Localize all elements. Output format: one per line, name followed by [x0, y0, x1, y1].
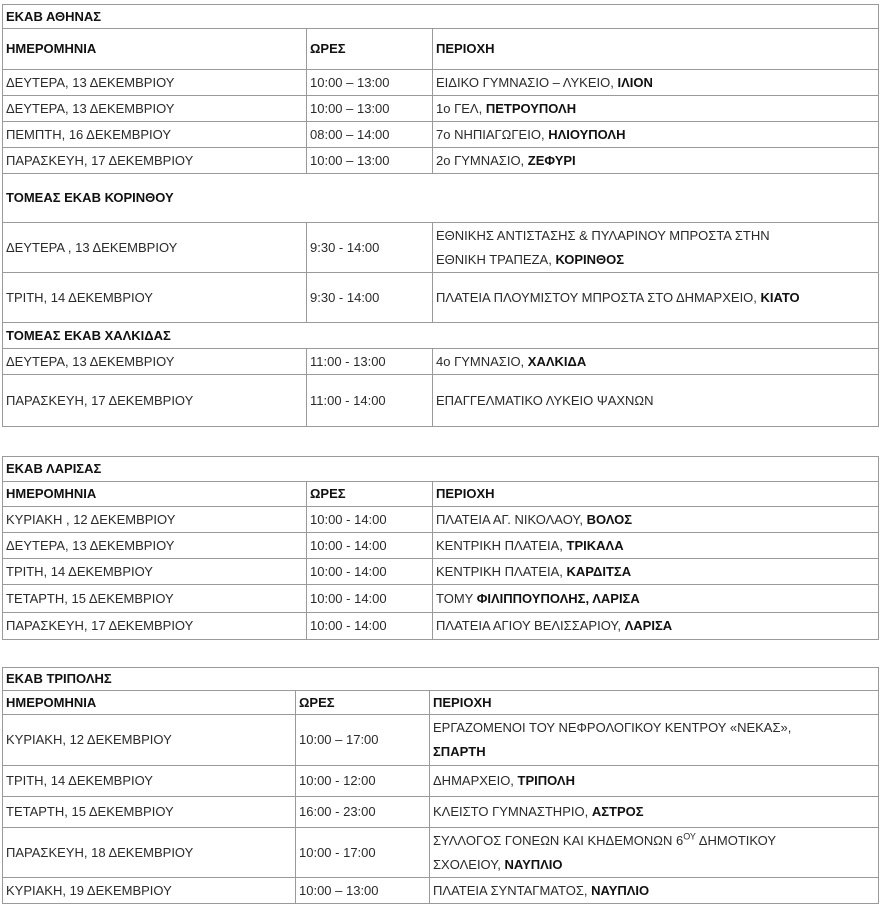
- table-row: [3, 613, 879, 640]
- table-row: [3, 507, 879, 533]
- header-date: ΗΜΕΡΟΜΗΝΙΑ: [3, 691, 296, 715]
- section-row: [3, 174, 879, 223]
- area-text: ΠΛΑΤΕΙΑ ΣΥΝΤΑΓΜΑΤΟΣ,: [433, 882, 592, 898]
- table-row: [3, 349, 879, 375]
- area-text: ΚΕΝΤΡΙΚΗ ΠΛΑΤΕΙΑ,: [436, 563, 567, 579]
- table-row: [3, 148, 879, 174]
- area-city: ΚΙΑΤΟ: [760, 289, 800, 305]
- date-cell: ΔΕΥΤΕΡΑ, 13 ΔΕΚΕΜΒΡΙΟΥ: [3, 349, 307, 375]
- table-row: [3, 715, 879, 766]
- area-city: ΝΑΥΠΛΙΟ: [504, 856, 563, 872]
- area-city: ΖΕΦΥΡΙ: [527, 152, 576, 168]
- area-text: 1ο ΓΕΛ,: [436, 100, 486, 116]
- hours-cell: 10:00 - 17:00: [296, 828, 430, 878]
- area-cell: [433, 507, 879, 533]
- area-cell: [430, 828, 879, 878]
- date-cell: ΠΕΜΠΤΗ, 16 ΔΕΚΕΜΒΡΙΟΥ: [3, 122, 307, 148]
- header-hours: ΩΡΕΣ: [296, 691, 430, 715]
- area-text: ΕΘΝΙΚΗ ΤΡΑΠΕΖΑ,: [436, 251, 556, 267]
- table-row: [3, 585, 879, 613]
- area-text: ΕΙΔΙΚΟ ΓΥΜΝΑΣΙΟ – ΛΥΚΕΙΟ,: [436, 74, 618, 90]
- header-hours: ΩΡΕΣ: [307, 29, 433, 70]
- table-row: [3, 559, 879, 585]
- area-city: ΝΑΥΠΛΙΟ: [591, 882, 650, 898]
- area-cell: [433, 613, 879, 640]
- area-city: ΦΙΛΙΠΠΟΥΠΟΛΗΣ, ΛΑΡΙΣΑ: [476, 590, 640, 606]
- area-text: ΔΗΜΟΤΙΚΟΥ: [695, 832, 777, 848]
- area-text: ΕΡΓΑΖΟΜΕΝΟΙ ΤΟΥ ΝΕΦΡΟΛΟΓΙΚΟΥ ΚΕΝΤΡΟΥ «ΝΕΚΑΣ»,: [433, 720, 792, 735]
- area-cell: [433, 273, 879, 323]
- hours-cell: 10:00 – 13:00: [307, 96, 433, 122]
- date-cell: ΠΑΡΑΣΚΕΥΗ, 17 ΔΕΚΕΜΒΡΙΟΥ: [3, 375, 307, 427]
- hours-cell: 10:00 – 13:00: [296, 878, 430, 904]
- area-cell: [430, 715, 879, 766]
- area-text: ΣΥΛΛΟΓΟΣ ΓΟΝΕΩΝ ΚΑΙ ΚΗΔΕΜΟΝΩΝ 6: [433, 832, 684, 848]
- area-cell: [433, 70, 879, 96]
- date-cell: ΔΕΥΤΕΡΑ , 13 ΔΕΚΕΜΒΡΙΟΥ: [3, 223, 307, 273]
- area-text: ΤΟΜΥ: [436, 590, 477, 606]
- header-area: ΠΕΡΙΟΧΗ: [433, 482, 879, 507]
- table-title-row: [3, 668, 879, 691]
- section-row: [3, 323, 879, 349]
- header-date: ΗΜΕΡΟΜΗΝΙΑ: [3, 482, 307, 507]
- area-cell: [433, 349, 879, 375]
- hours-cell: 16:00 - 23:00: [296, 797, 430, 828]
- area-city: ΛΑΡΙΣΑ: [624, 618, 673, 633]
- table-row: [3, 878, 879, 904]
- hours-cell: 10:00 - 14:00: [307, 559, 433, 585]
- hours-cell: 10:00 - 14:00: [307, 533, 433, 559]
- area-city: ΚΟΡΙΝΘΟΣ: [555, 251, 625, 267]
- date-cell: ΤΕΤΑΡΤΗ, 15 ΔΕΚΕΜΒΡΙΟΥ: [3, 585, 307, 613]
- area-cell: [430, 766, 879, 797]
- hours-cell: 10:00 - 14:00: [307, 585, 433, 613]
- date-cell: ΤΕΤΑΡΤΗ, 15 ΔΕΚΕΜΒΡΙΟΥ: [3, 797, 296, 828]
- table-title-row: [3, 5, 879, 29]
- area-city: ΤΡΙΠΟΛΗ: [517, 773, 575, 788]
- area-text: ΣΧΟΛΕΙΟΥ,: [433, 856, 505, 872]
- table-title: ΕΚΑΒ ΛΑΡΙΣΑΣ: [3, 457, 879, 482]
- table-row: [3, 70, 879, 96]
- hours-cell: 9:30 - 14:00: [307, 273, 433, 323]
- table-title-row: [3, 457, 879, 482]
- area-city: ΗΛΙΟΥΠΟΛΗ: [548, 126, 626, 142]
- table-row: [3, 797, 879, 828]
- area-city: ΒΟΛΟΣ: [586, 511, 633, 527]
- area-city: ΣΠΑΡΤΗ: [433, 744, 486, 759]
- date-cell: ΚΥΡΙΑΚΗ, 19 ΔΕΚΕΜΒΡΙΟΥ: [3, 878, 296, 904]
- section-title-chalkida: ΤΟΜΕΑΣ ΕΚΑΒ ΧΑΛΚΙΔΑΣ: [3, 323, 879, 349]
- area-cell: [433, 122, 879, 148]
- table-row: [3, 273, 879, 323]
- header-area: ΠΕΡΙΟΧΗ: [430, 691, 879, 715]
- area-cell: [430, 878, 879, 904]
- larisa-table: [2, 456, 879, 640]
- hours-cell: 10:00 - 12:00: [296, 766, 430, 797]
- hours-cell: 10:00 - 14:00: [307, 507, 433, 533]
- area-cell: [433, 559, 879, 585]
- area-text: 7ο ΝΗΠΙΑΓΩΓΕΙΟ,: [436, 126, 549, 142]
- date-cell: ΠΑΡΑΣΚΕΥΗ, 18 ΔΕΚΕΜΒΡΙΟΥ: [3, 828, 296, 878]
- date-cell: ΤΡΙΤΗ, 14 ΔΕΚΕΜΒΡΙΟΥ: [3, 559, 307, 585]
- table-row: [3, 375, 879, 427]
- date-cell: ΤΡΙΤΗ, 14 ΔΕΚΕΜΒΡΙΟΥ: [3, 766, 296, 797]
- date-cell: ΔΕΥΤΕΡΑ, 13 ΔΕΚΕΜΒΡΙΟΥ: [3, 96, 307, 122]
- ordinal-superscript: ΟΥ: [683, 831, 696, 842]
- hours-cell: 11:00 - 13:00: [307, 349, 433, 375]
- hours-cell: 10:00 – 17:00: [296, 715, 430, 766]
- header-row: [3, 482, 879, 507]
- date-cell: ΚΥΡΙΑΚΗ, 12 ΔΕΚΕΜΒΡΙΟΥ: [3, 715, 296, 766]
- date-cell: ΠΑΡΑΣΚΕΥΗ, 17 ΔΕΚΕΜΒΡΙΟΥ: [3, 613, 307, 640]
- area-text: 2ο ΓΥΜΝΑΣΙΟ,: [436, 152, 528, 168]
- area-city: ΠΕΤΡΟΥΠΟΛΗ: [485, 100, 577, 116]
- area-cell: [433, 148, 879, 174]
- header-date: ΗΜΕΡΟΜΗΝΙΑ: [3, 29, 307, 70]
- area-text: 4ο ΓΥΜΝΑΣΙΟ,: [436, 353, 528, 369]
- table-row: [3, 766, 879, 797]
- section-title-korinthos: ΤΟΜΕΑΣ ΕΚΑΒ ΚΟΡΙΝΘΟΥ: [3, 174, 879, 223]
- area-cell: [433, 223, 879, 273]
- area-cell: [430, 797, 879, 828]
- table-row: [3, 223, 879, 273]
- table-row: [3, 96, 879, 122]
- table-title: ΕΚΑΒ ΑΘΗΝΑΣ: [3, 5, 879, 29]
- hours-cell: 08:00 – 14:00: [307, 122, 433, 148]
- table-row: [3, 122, 879, 148]
- area-city: ΤΡΙΚΑΛΑ: [566, 537, 624, 553]
- area-text: ΔΗΜΑΡΧΕΙΟ,: [433, 773, 518, 788]
- area-text: ΠΛΑΤΕΙΑ ΠΛΟΥΜΙΣΤΟΥ ΜΠΡΟΣΤΑ ΣΤΟ ΔΗΜΑΡΧΕΙΟ,: [436, 289, 761, 305]
- hours-cell: 9:30 - 14:00: [307, 223, 433, 273]
- area-text: ΚΛΕΙΣΤΟ ΓΥΜΝΑΣΤΗΡΙΟ,: [433, 804, 592, 819]
- header-area: ΠΕΡΙΟΧΗ: [433, 29, 879, 70]
- area-city: ΑΣΤΡΟΣ: [591, 804, 644, 819]
- area-text: ΠΛΑΤΕΙΑ ΑΓΙΟΥ ΒΕΛΙΣΣΑΡΙΟΥ,: [436, 618, 625, 633]
- hours-cell: 10:00 – 13:00: [307, 148, 433, 174]
- area-cell: [433, 96, 879, 122]
- area-cell: [433, 533, 879, 559]
- table-row: [3, 828, 879, 878]
- hours-cell: 11:00 - 14:00: [307, 375, 433, 427]
- date-cell: ΔΕΥΤΕΡΑ, 13 ΔΕΚΕΜΒΡΙΟΥ: [3, 70, 307, 96]
- header-row: [3, 29, 879, 70]
- hours-cell: 10:00 - 14:00: [307, 613, 433, 640]
- area-city: ΙΛΙΟΝ: [617, 74, 653, 90]
- area-text: ΚΕΝΤΡΙΚΗ ΠΛΑΤΕΙΑ,: [436, 537, 567, 553]
- date-cell: ΤΡΙΤΗ, 14 ΔΕΚΕΜΒΡΙΟΥ: [3, 273, 307, 323]
- header-hours: ΩΡΕΣ: [307, 482, 433, 507]
- area-cell: [433, 375, 879, 427]
- area-city: ΧΑΛΚΙΔΑ: [527, 353, 587, 369]
- header-row: [3, 691, 879, 715]
- area-cell: [433, 585, 879, 613]
- hours-cell: 10:00 – 13:00: [307, 70, 433, 96]
- area-text: ΕΠΑΓΓΕΛΜΑΤΙΚΟ ΛΥΚΕΙΟ ΨΑΧΝΩΝ: [436, 392, 654, 408]
- area-text: ΕΘΝΙΚΗΣ ΑΝΤΙΣΤΑΣΗΣ & ΠΥΛΑΡΙΝΟΥ ΜΠΡΟΣΤΑ ΣΤΗΝ: [436, 227, 770, 243]
- tripoli-table: [2, 667, 879, 904]
- area-city: ΚΑΡΔΙΤΣΑ: [566, 563, 632, 579]
- area-text: ΠΛΑΤΕΙΑ ΑΓ. ΝΙΚΟΛΑΟΥ,: [436, 511, 587, 527]
- date-cell: ΔΕΥΤΕΡΑ, 13 ΔΕΚΕΜΒΡΙΟΥ: [3, 533, 307, 559]
- table-title: ΕΚΑΒ ΤΡΙΠΟΛΗΣ: [3, 668, 879, 691]
- date-cell: ΠΑΡΑΣΚΕΥΗ, 17 ΔΕΚΕΜΒΡΙΟΥ: [3, 148, 307, 174]
- date-cell: ΚΥΡΙΑΚΗ , 12 ΔΕΚΕΜΒΡΙΟΥ: [3, 507, 307, 533]
- table-row: [3, 533, 879, 559]
- athens-table: [2, 4, 879, 427]
